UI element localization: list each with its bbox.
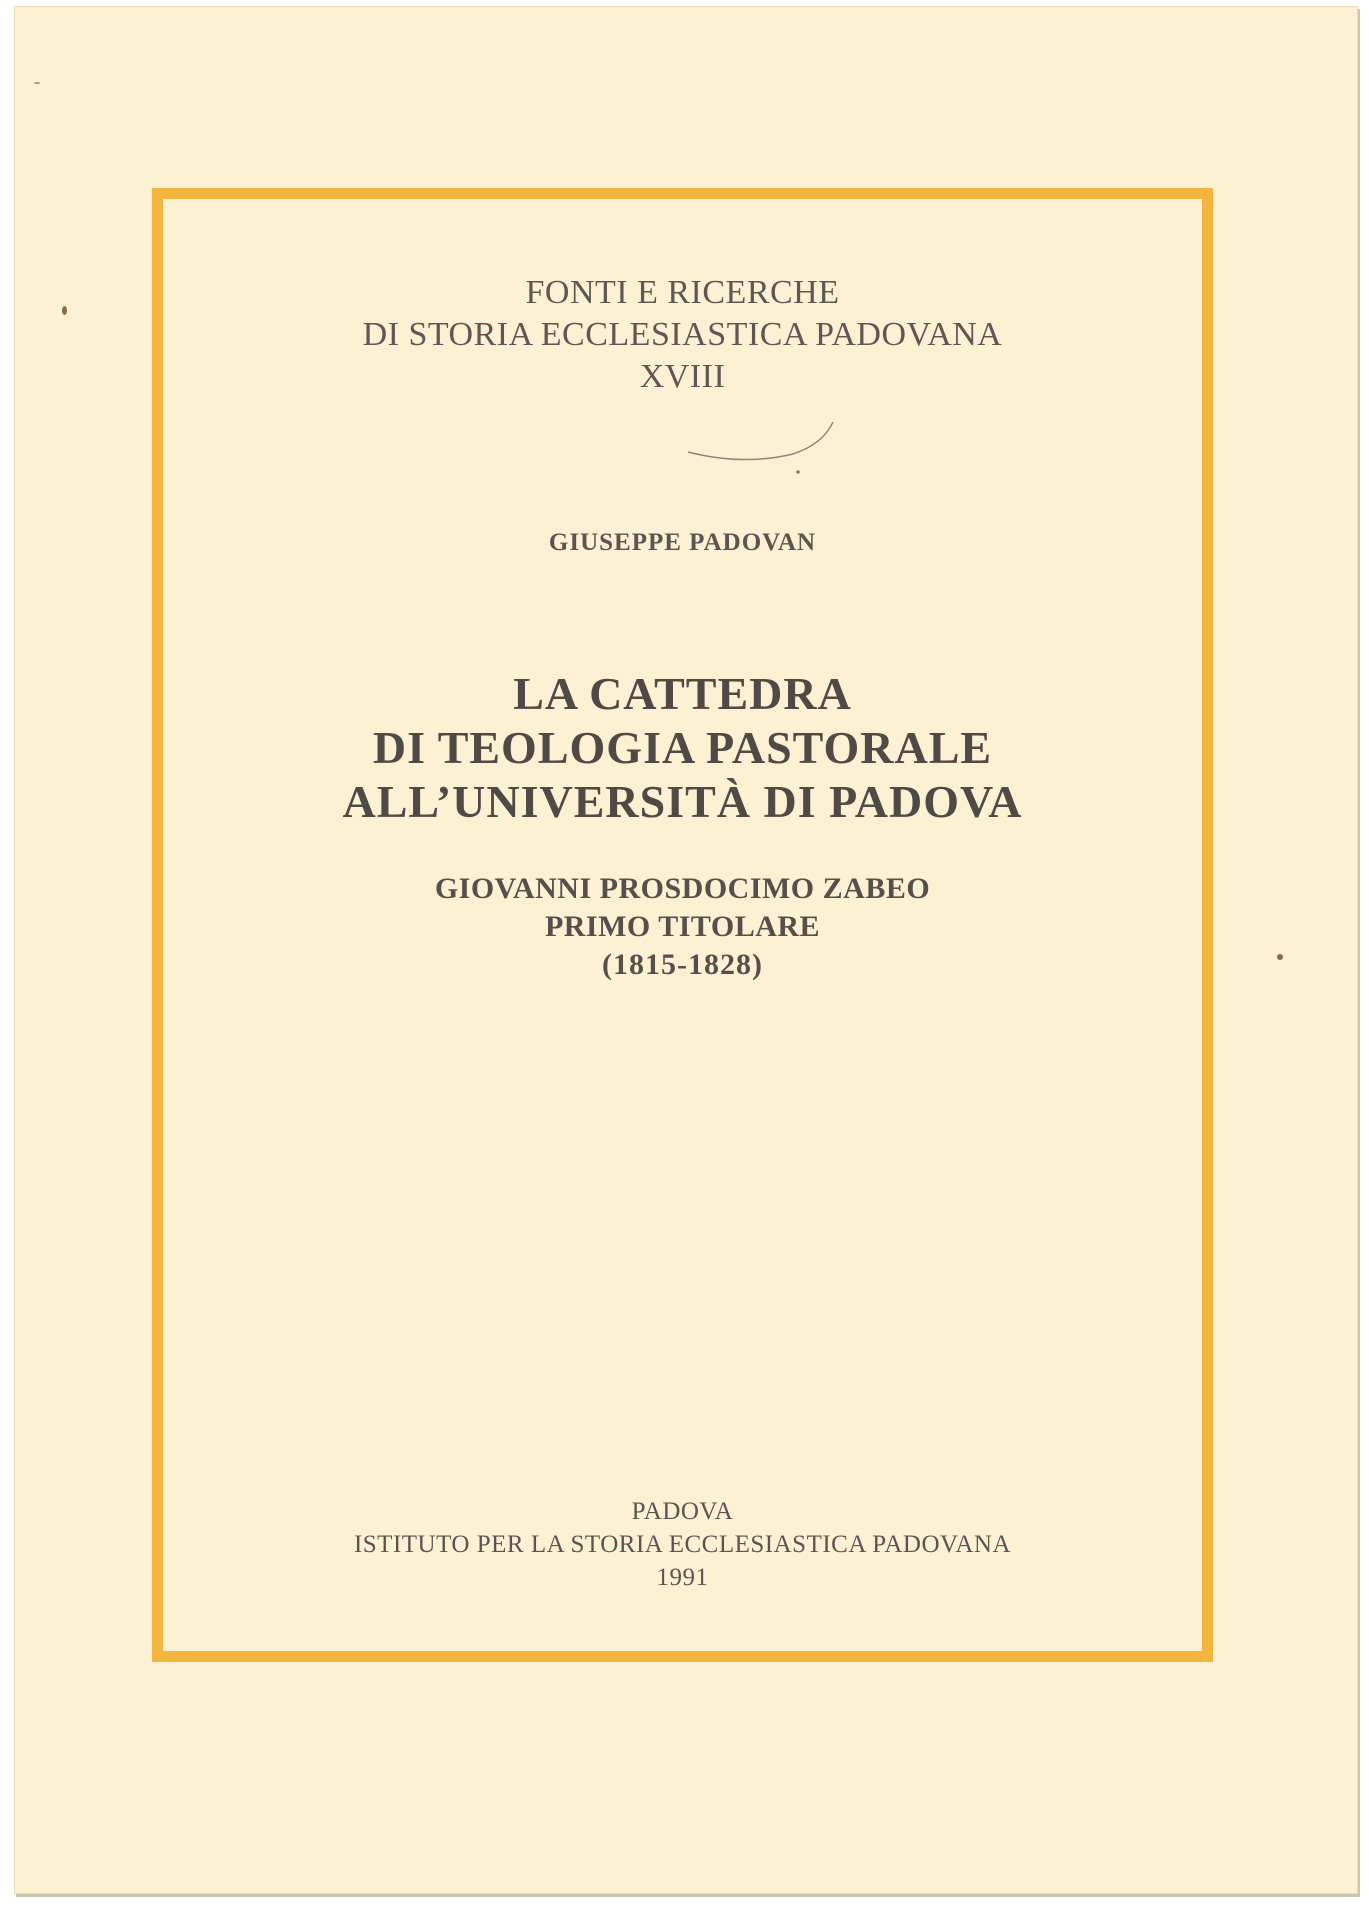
series-subtitle: DI STORIA ECCLESIASTICA PADOVANA (362, 316, 1003, 353)
series-block (163, 272, 1202, 398)
series-title: FONTI E RICERCHE (525, 274, 840, 311)
publisher-block (163, 1495, 1202, 1594)
paper-speck (34, 82, 40, 84)
publisher-name: ISTITUTO PER LA STORIA ECCLESIASTICA PADOVANA (353, 1531, 1012, 1558)
title-line-2: DI TEOLOGIA PASTORALE (372, 722, 993, 773)
subtitle-line-2: PRIMO TITOLARE (544, 910, 821, 943)
publication-year: 1991 (656, 1564, 709, 1591)
book-subtitle (163, 870, 1202, 984)
paper-speck (1277, 954, 1283, 960)
subtitle-dates: (1815-1828) (602, 948, 763, 981)
paper-speck (62, 306, 67, 315)
title-line-1: LA CATTEDRA (513, 668, 852, 719)
ink-mark (683, 414, 843, 474)
publisher-city: PADOVA (631, 1498, 734, 1525)
series-volume: XVIII (639, 358, 726, 395)
book-cover (14, 6, 1358, 1894)
title-line-3: ALL’UNIVERSITÀ DI PADOVA (342, 776, 1023, 827)
book-title (163, 667, 1202, 829)
subtitle-line-1: GIOVANNI PROSDOCIMO ZABEO (434, 872, 931, 905)
cover-frame (152, 188, 1213, 1662)
author-name: GIUSEPPE PADOVAN (548, 529, 817, 556)
